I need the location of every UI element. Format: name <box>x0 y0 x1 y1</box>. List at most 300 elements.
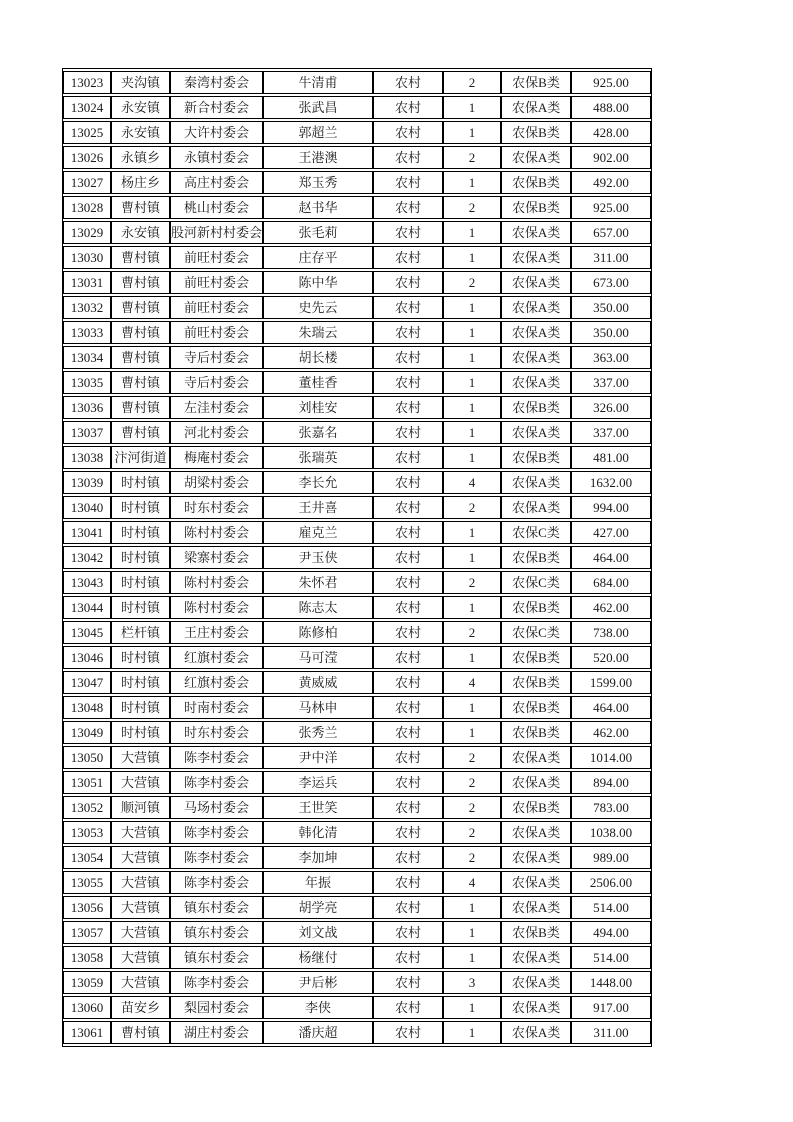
cell-person_name: 张秀兰 <box>263 721 373 744</box>
cell-amount: 783.00 <box>571 796 651 819</box>
cell-record_id: 13046 <box>63 646 111 669</box>
table-row <box>63 696 651 719</box>
cell-person_name: 朱瑞云 <box>263 321 373 344</box>
cell-town: 曹村镇 <box>111 321 170 344</box>
table-row <box>63 971 651 994</box>
cell-town: 时村镇 <box>111 646 170 669</box>
cell-town: 大营镇 <box>111 946 170 969</box>
cell-insurance_category: 农保A类 <box>501 221 571 244</box>
cell-amount: 464.00 <box>571 696 651 719</box>
cell-amount: 326.00 <box>571 396 651 419</box>
cell-record_id: 13024 <box>63 96 111 119</box>
cell-person_name: 王井喜 <box>263 496 373 519</box>
cell-insurance_category: 农保B类 <box>501 396 571 419</box>
cell-record_id: 13048 <box>63 696 111 719</box>
cell-residence_type: 农村 <box>373 346 443 369</box>
cell-amount: 350.00 <box>571 296 651 319</box>
cell-record_id: 13029 <box>63 221 111 244</box>
cell-person_count: 2 <box>443 196 501 219</box>
cell-residence_type: 农村 <box>373 971 443 994</box>
cell-village_committee: 王庄村委会 <box>170 621 263 644</box>
cell-person_count: 1 <box>443 546 501 569</box>
cell-person_name: 刘桂安 <box>263 396 373 419</box>
cell-town: 曹村镇 <box>111 1021 170 1044</box>
cell-town: 大营镇 <box>111 971 170 994</box>
cell-town: 永安镇 <box>111 221 170 244</box>
cell-person_count: 1 <box>443 96 501 119</box>
cell-record_id: 13051 <box>63 771 111 794</box>
cell-village_committee: 永镇村委会 <box>170 146 263 169</box>
cell-amount: 462.00 <box>571 721 651 744</box>
cell-person_name: 韩化清 <box>263 821 373 844</box>
cell-residence_type: 农村 <box>373 96 443 119</box>
cell-village_committee: 时东村委会 <box>170 496 263 519</box>
cell-record_id: 13061 <box>63 1021 111 1044</box>
cell-insurance_category: 农保A类 <box>501 821 571 844</box>
cell-record_id: 13023 <box>63 71 111 94</box>
cell-amount: 902.00 <box>571 146 651 169</box>
cell-person_count: 2 <box>443 71 501 94</box>
cell-person_name: 胡学亮 <box>263 896 373 919</box>
cell-person_name: 郑玉秀 <box>263 171 373 194</box>
cell-amount: 520.00 <box>571 646 651 669</box>
cell-residence_type: 农村 <box>373 796 443 819</box>
cell-person_count: 2 <box>443 621 501 644</box>
table-row <box>63 221 651 244</box>
cell-person_count: 1 <box>443 696 501 719</box>
cell-village_committee: 高庄村委会 <box>170 171 263 194</box>
cell-village_committee: 镇东村委会 <box>170 921 263 944</box>
cell-insurance_category: 农保A类 <box>501 746 571 769</box>
cell-amount: 363.00 <box>571 346 651 369</box>
cell-residence_type: 农村 <box>373 1021 443 1044</box>
cell-person_count: 1 <box>443 346 501 369</box>
cell-residence_type: 农村 <box>373 196 443 219</box>
cell-amount: 337.00 <box>571 371 651 394</box>
cell-town: 曹村镇 <box>111 296 170 319</box>
cell-person_count: 1 <box>443 396 501 419</box>
cell-residence_type: 农村 <box>373 171 443 194</box>
cell-record_id: 13027 <box>63 171 111 194</box>
cell-insurance_category: 农保A类 <box>501 996 571 1019</box>
cell-town: 永安镇 <box>111 96 170 119</box>
cell-record_id: 13032 <box>63 296 111 319</box>
cell-amount: 1014.00 <box>571 746 651 769</box>
cell-residence_type: 农村 <box>373 621 443 644</box>
cell-record_id: 13054 <box>63 846 111 869</box>
cell-town: 大营镇 <box>111 821 170 844</box>
cell-record_id: 13028 <box>63 196 111 219</box>
table-row <box>63 171 651 194</box>
cell-amount: 337.00 <box>571 421 651 444</box>
cell-village_committee: 胡梁村委会 <box>170 471 263 494</box>
cell-insurance_category: 农保A类 <box>501 946 571 969</box>
cell-village_committee: 陈村村委会 <box>170 571 263 594</box>
cell-record_id: 13058 <box>63 946 111 969</box>
cell-insurance_category: 农保A类 <box>501 371 571 394</box>
cell-residence_type: 农村 <box>373 946 443 969</box>
cell-person_name: 王港澳 <box>263 146 373 169</box>
cell-person_count: 2 <box>443 271 501 294</box>
table-row <box>63 471 651 494</box>
cell-residence_type: 农村 <box>373 221 443 244</box>
cell-person_name: 杨继付 <box>263 946 373 969</box>
cell-record_id: 13060 <box>63 996 111 1019</box>
table-row <box>63 546 651 569</box>
cell-person_count: 1 <box>443 946 501 969</box>
cell-residence_type: 农村 <box>373 321 443 344</box>
cell-person_count: 1 <box>443 171 501 194</box>
cell-town: 永安镇 <box>111 121 170 144</box>
table-row <box>63 271 651 294</box>
cell-residence_type: 农村 <box>373 996 443 1019</box>
cell-record_id: 13044 <box>63 596 111 619</box>
cell-residence_type: 农村 <box>373 521 443 544</box>
cell-insurance_category: 农保A类 <box>501 871 571 894</box>
cell-record_id: 13030 <box>63 246 111 269</box>
cell-insurance_category: 农保B类 <box>501 71 571 94</box>
cell-insurance_category: 农保A类 <box>501 346 571 369</box>
cell-person_name: 史先云 <box>263 296 373 319</box>
cell-town: 时村镇 <box>111 671 170 694</box>
cell-amount: 350.00 <box>571 321 651 344</box>
cell-amount: 514.00 <box>571 946 651 969</box>
cell-insurance_category: 农保A类 <box>501 146 571 169</box>
table-row <box>63 746 651 769</box>
cell-person_name: 年振 <box>263 871 373 894</box>
cell-insurance_category: 农保B类 <box>501 446 571 469</box>
table-row <box>63 621 651 644</box>
cell-person_name: 黄威威 <box>263 671 373 694</box>
cell-record_id: 13053 <box>63 821 111 844</box>
cell-person_name: 雇克兰 <box>263 521 373 544</box>
cell-insurance_category: 农保B类 <box>501 171 571 194</box>
cell-residence_type: 农村 <box>373 921 443 944</box>
cell-town: 顺河镇 <box>111 796 170 819</box>
cell-person_count: 1 <box>443 521 501 544</box>
table-row <box>63 1021 651 1044</box>
cell-village_committee: 镇东村委会 <box>170 946 263 969</box>
cell-person_name: 郭超兰 <box>263 121 373 144</box>
cell-person_count: 1 <box>443 246 501 269</box>
cell-amount: 657.00 <box>571 221 651 244</box>
cell-insurance_category: 农保A类 <box>501 471 571 494</box>
table-row <box>63 871 651 894</box>
cell-person_name: 尹后彬 <box>263 971 373 994</box>
cell-person_count: 1 <box>443 221 501 244</box>
cell-person_name: 尹玉侠 <box>263 546 373 569</box>
cell-record_id: 13059 <box>63 971 111 994</box>
cell-village_committee: 梨园村委会 <box>170 996 263 1019</box>
cell-residence_type: 农村 <box>373 721 443 744</box>
cell-village_committee: 湖庄村委会 <box>170 1021 263 1044</box>
cell-town: 大营镇 <box>111 921 170 944</box>
cell-record_id: 13043 <box>63 571 111 594</box>
table-row <box>63 396 651 419</box>
cell-town: 永镇乡 <box>111 146 170 169</box>
cell-residence_type: 农村 <box>373 246 443 269</box>
cell-town: 时村镇 <box>111 721 170 744</box>
table-row <box>63 146 651 169</box>
cell-residence_type: 农村 <box>373 646 443 669</box>
cell-town: 夹沟镇 <box>111 71 170 94</box>
cell-person_count: 1 <box>443 596 501 619</box>
cell-record_id: 13035 <box>63 371 111 394</box>
cell-insurance_category: 农保B类 <box>501 121 571 144</box>
cell-residence_type: 农村 <box>373 471 443 494</box>
cell-person_count: 1 <box>443 121 501 144</box>
cell-person_count: 2 <box>443 146 501 169</box>
cell-amount: 488.00 <box>571 96 651 119</box>
table-body <box>63 71 651 1044</box>
cell-town: 苗安乡 <box>111 996 170 1019</box>
cell-record_id: 13042 <box>63 546 111 569</box>
table-row <box>63 321 651 344</box>
cell-amount: 1599.00 <box>571 671 651 694</box>
cell-person_name: 董桂香 <box>263 371 373 394</box>
cell-village_committee: 时南村委会 <box>170 696 263 719</box>
cell-town: 汴河街道 <box>111 446 170 469</box>
cell-residence_type: 农村 <box>373 121 443 144</box>
cell-record_id: 13025 <box>63 121 111 144</box>
cell-town: 曹村镇 <box>111 371 170 394</box>
cell-insurance_category: 农保A类 <box>501 1021 571 1044</box>
table-row <box>63 821 651 844</box>
cell-town: 时村镇 <box>111 596 170 619</box>
cell-amount: 684.00 <box>571 571 651 594</box>
cell-record_id: 13033 <box>63 321 111 344</box>
cell-person_name: 张瑞英 <box>263 446 373 469</box>
cell-amount: 494.00 <box>571 921 651 944</box>
cell-person_count: 2 <box>443 496 501 519</box>
cell-record_id: 13039 <box>63 471 111 494</box>
cell-village_committee: 陈李村委会 <box>170 771 263 794</box>
cell-record_id: 13031 <box>63 271 111 294</box>
cell-record_id: 13055 <box>63 871 111 894</box>
cell-residence_type: 农村 <box>373 846 443 869</box>
cell-town: 时村镇 <box>111 546 170 569</box>
table-row <box>63 71 651 94</box>
cell-amount: 1038.00 <box>571 821 651 844</box>
cell-person_count: 1 <box>443 296 501 319</box>
cell-amount: 925.00 <box>571 71 651 94</box>
table-row <box>63 846 651 869</box>
cell-village_committee: 前旺村委会 <box>170 296 263 319</box>
cell-record_id: 13052 <box>63 796 111 819</box>
cell-town: 时村镇 <box>111 471 170 494</box>
table-row <box>63 421 651 444</box>
cell-residence_type: 农村 <box>373 821 443 844</box>
cell-town: 时村镇 <box>111 521 170 544</box>
cell-amount: 462.00 <box>571 596 651 619</box>
cell-village_committee: 股河新村村委会 <box>170 221 263 244</box>
cell-person_name: 李长允 <box>263 471 373 494</box>
cell-amount: 481.00 <box>571 446 651 469</box>
cell-person_name: 牛清甫 <box>263 71 373 94</box>
table-row <box>63 921 651 944</box>
cell-insurance_category: 农保B类 <box>501 646 571 669</box>
cell-person_name: 朱怀君 <box>263 571 373 594</box>
cell-insurance_category: 农保C类 <box>501 571 571 594</box>
cell-insurance_category: 农保A类 <box>501 771 571 794</box>
cell-person_count: 1 <box>443 646 501 669</box>
cell-village_committee: 秦湾村委会 <box>170 71 263 94</box>
cell-insurance_category: 农保A类 <box>501 971 571 994</box>
cell-town: 时村镇 <box>111 571 170 594</box>
cell-town: 时村镇 <box>111 696 170 719</box>
cell-village_committee: 左洼村委会 <box>170 396 263 419</box>
table-row <box>63 996 651 1019</box>
cell-person_name: 马可滢 <box>263 646 373 669</box>
cell-person_count: 2 <box>443 771 501 794</box>
cell-insurance_category: 农保B类 <box>501 921 571 944</box>
cell-amount: 917.00 <box>571 996 651 1019</box>
table-row <box>63 946 651 969</box>
cell-amount: 2506.00 <box>571 871 651 894</box>
cell-amount: 738.00 <box>571 621 651 644</box>
cell-residence_type: 农村 <box>373 671 443 694</box>
insurance-roster-table <box>62 68 652 1047</box>
cell-amount: 464.00 <box>571 546 651 569</box>
cell-residence_type: 农村 <box>373 371 443 394</box>
cell-insurance_category: 农保A类 <box>501 896 571 919</box>
cell-village_committee: 红旗村委会 <box>170 671 263 694</box>
cell-person_name: 张嘉名 <box>263 421 373 444</box>
cell-person_count: 3 <box>443 971 501 994</box>
cell-residence_type: 农村 <box>373 696 443 719</box>
cell-insurance_category: 农保A类 <box>501 296 571 319</box>
cell-residence_type: 农村 <box>373 746 443 769</box>
table-row <box>63 571 651 594</box>
cell-town: 曹村镇 <box>111 246 170 269</box>
cell-residence_type: 农村 <box>373 446 443 469</box>
cell-village_committee: 前旺村委会 <box>170 271 263 294</box>
cell-village_committee: 新合村委会 <box>170 96 263 119</box>
cell-person_name: 庄存平 <box>263 246 373 269</box>
cell-person_count: 1 <box>443 446 501 469</box>
cell-amount: 989.00 <box>571 846 651 869</box>
cell-insurance_category: 农保A类 <box>501 271 571 294</box>
cell-town: 大营镇 <box>111 871 170 894</box>
cell-town: 曹村镇 <box>111 421 170 444</box>
table-row <box>63 771 651 794</box>
cell-town: 大营镇 <box>111 746 170 769</box>
cell-person_count: 1 <box>443 996 501 1019</box>
cell-residence_type: 农村 <box>373 896 443 919</box>
cell-town: 栏杆镇 <box>111 621 170 644</box>
cell-amount: 894.00 <box>571 771 651 794</box>
cell-insurance_category: 农保B类 <box>501 796 571 819</box>
cell-village_committee: 陈村村委会 <box>170 596 263 619</box>
cell-person_name: 张毛莉 <box>263 221 373 244</box>
cell-insurance_category: 农保C类 <box>501 621 571 644</box>
cell-village_committee: 河北村委会 <box>170 421 263 444</box>
table-row <box>63 196 651 219</box>
cell-person_name: 李侠 <box>263 996 373 1019</box>
cell-insurance_category: 农保B类 <box>501 596 571 619</box>
cell-village_committee: 陈李村委会 <box>170 821 263 844</box>
cell-person_name: 张武昌 <box>263 96 373 119</box>
cell-insurance_category: 农保A类 <box>501 321 571 344</box>
cell-record_id: 13045 <box>63 621 111 644</box>
cell-person_name: 陈志太 <box>263 596 373 619</box>
cell-record_id: 13037 <box>63 421 111 444</box>
cell-residence_type: 农村 <box>373 296 443 319</box>
cell-village_committee: 梅庵村委会 <box>170 446 263 469</box>
cell-amount: 994.00 <box>571 496 651 519</box>
cell-town: 曹村镇 <box>111 196 170 219</box>
cell-person_count: 4 <box>443 671 501 694</box>
cell-residence_type: 农村 <box>373 421 443 444</box>
cell-person_count: 2 <box>443 846 501 869</box>
cell-village_committee: 红旗村委会 <box>170 646 263 669</box>
cell-record_id: 13036 <box>63 396 111 419</box>
cell-person_name: 陈中华 <box>263 271 373 294</box>
cell-insurance_category: 农保A类 <box>501 846 571 869</box>
cell-record_id: 13040 <box>63 496 111 519</box>
cell-village_committee: 大许村委会 <box>170 121 263 144</box>
cell-village_committee: 马场村委会 <box>170 796 263 819</box>
cell-village_committee: 寺后村委会 <box>170 346 263 369</box>
cell-insurance_category: 农保A类 <box>501 496 571 519</box>
cell-village_committee: 陈李村委会 <box>170 846 263 869</box>
table-row <box>63 371 651 394</box>
table-row <box>63 796 651 819</box>
cell-person_name: 尹中洋 <box>263 746 373 769</box>
cell-residence_type: 农村 <box>373 596 443 619</box>
table-row <box>63 446 651 469</box>
cell-insurance_category: 农保B类 <box>501 671 571 694</box>
cell-residence_type: 农村 <box>373 546 443 569</box>
cell-person_count: 4 <box>443 471 501 494</box>
cell-residence_type: 农村 <box>373 496 443 519</box>
cell-person_count: 2 <box>443 796 501 819</box>
cell-person_count: 1 <box>443 421 501 444</box>
cell-village_committee: 前旺村委会 <box>170 246 263 269</box>
cell-record_id: 13056 <box>63 896 111 919</box>
cell-person_count: 1 <box>443 321 501 344</box>
cell-insurance_category: 农保B类 <box>501 696 571 719</box>
cell-record_id: 13050 <box>63 746 111 769</box>
table-row <box>63 296 651 319</box>
table-row <box>63 671 651 694</box>
cell-person_name: 李运兵 <box>263 771 373 794</box>
cell-person_name: 胡长楼 <box>263 346 373 369</box>
table-row <box>63 896 651 919</box>
table-row <box>63 521 651 544</box>
cell-record_id: 13034 <box>63 346 111 369</box>
cell-insurance_category: 农保B类 <box>501 196 571 219</box>
table-row <box>63 96 651 119</box>
table-row <box>63 346 651 369</box>
cell-amount: 514.00 <box>571 896 651 919</box>
cell-person_name: 马林申 <box>263 696 373 719</box>
cell-record_id: 13041 <box>63 521 111 544</box>
cell-person_count: 2 <box>443 571 501 594</box>
cell-town: 大营镇 <box>111 896 170 919</box>
cell-person_name: 刘文战 <box>263 921 373 944</box>
cell-town: 曹村镇 <box>111 396 170 419</box>
table-row <box>63 121 651 144</box>
cell-village_committee: 陈李村委会 <box>170 971 263 994</box>
cell-residence_type: 农村 <box>373 146 443 169</box>
cell-town: 大营镇 <box>111 771 170 794</box>
cell-amount: 925.00 <box>571 196 651 219</box>
cell-person_name: 陈修柏 <box>263 621 373 644</box>
cell-residence_type: 农村 <box>373 71 443 94</box>
cell-record_id: 13038 <box>63 446 111 469</box>
table-row <box>63 596 651 619</box>
